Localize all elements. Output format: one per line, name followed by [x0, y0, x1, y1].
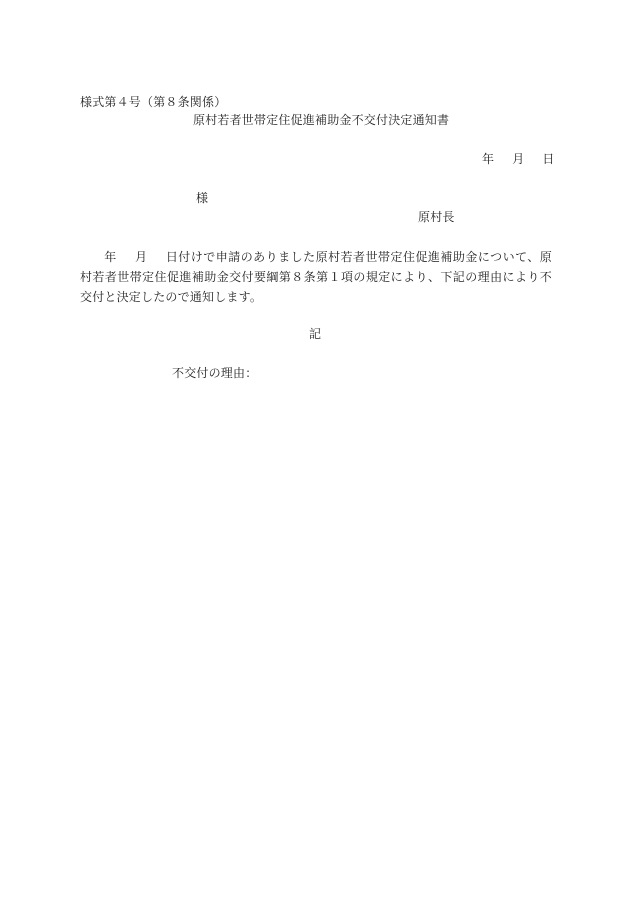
- record-heading: 記: [309, 327, 322, 341]
- date-month: 月: [512, 152, 525, 166]
- body-month: 月: [134, 250, 148, 264]
- sender-name: 原村長: [418, 210, 455, 224]
- reason-label: 不交付の理由：: [172, 366, 258, 380]
- date-line: [482, 153, 555, 165]
- body-year: 年: [104, 250, 117, 264]
- document-title: 原村若者世帯定住促進補助金不交付決定通知書: [193, 113, 450, 127]
- form-number: 様式第４号（第８条関係）: [80, 95, 227, 109]
- body-text: 日付けで申請のありました原村若者世帯定住促進補助金について、原村若者世帯定住促進補助金交付要綱第８条第１項の規定により、下記の理由により不交付と決定したので通知します。: [80, 250, 552, 304]
- addressee-honorific: 様: [196, 191, 209, 205]
- date-day: 日: [542, 152, 555, 166]
- date-year: 年: [482, 152, 495, 166]
- body-paragraph: [80, 247, 552, 307]
